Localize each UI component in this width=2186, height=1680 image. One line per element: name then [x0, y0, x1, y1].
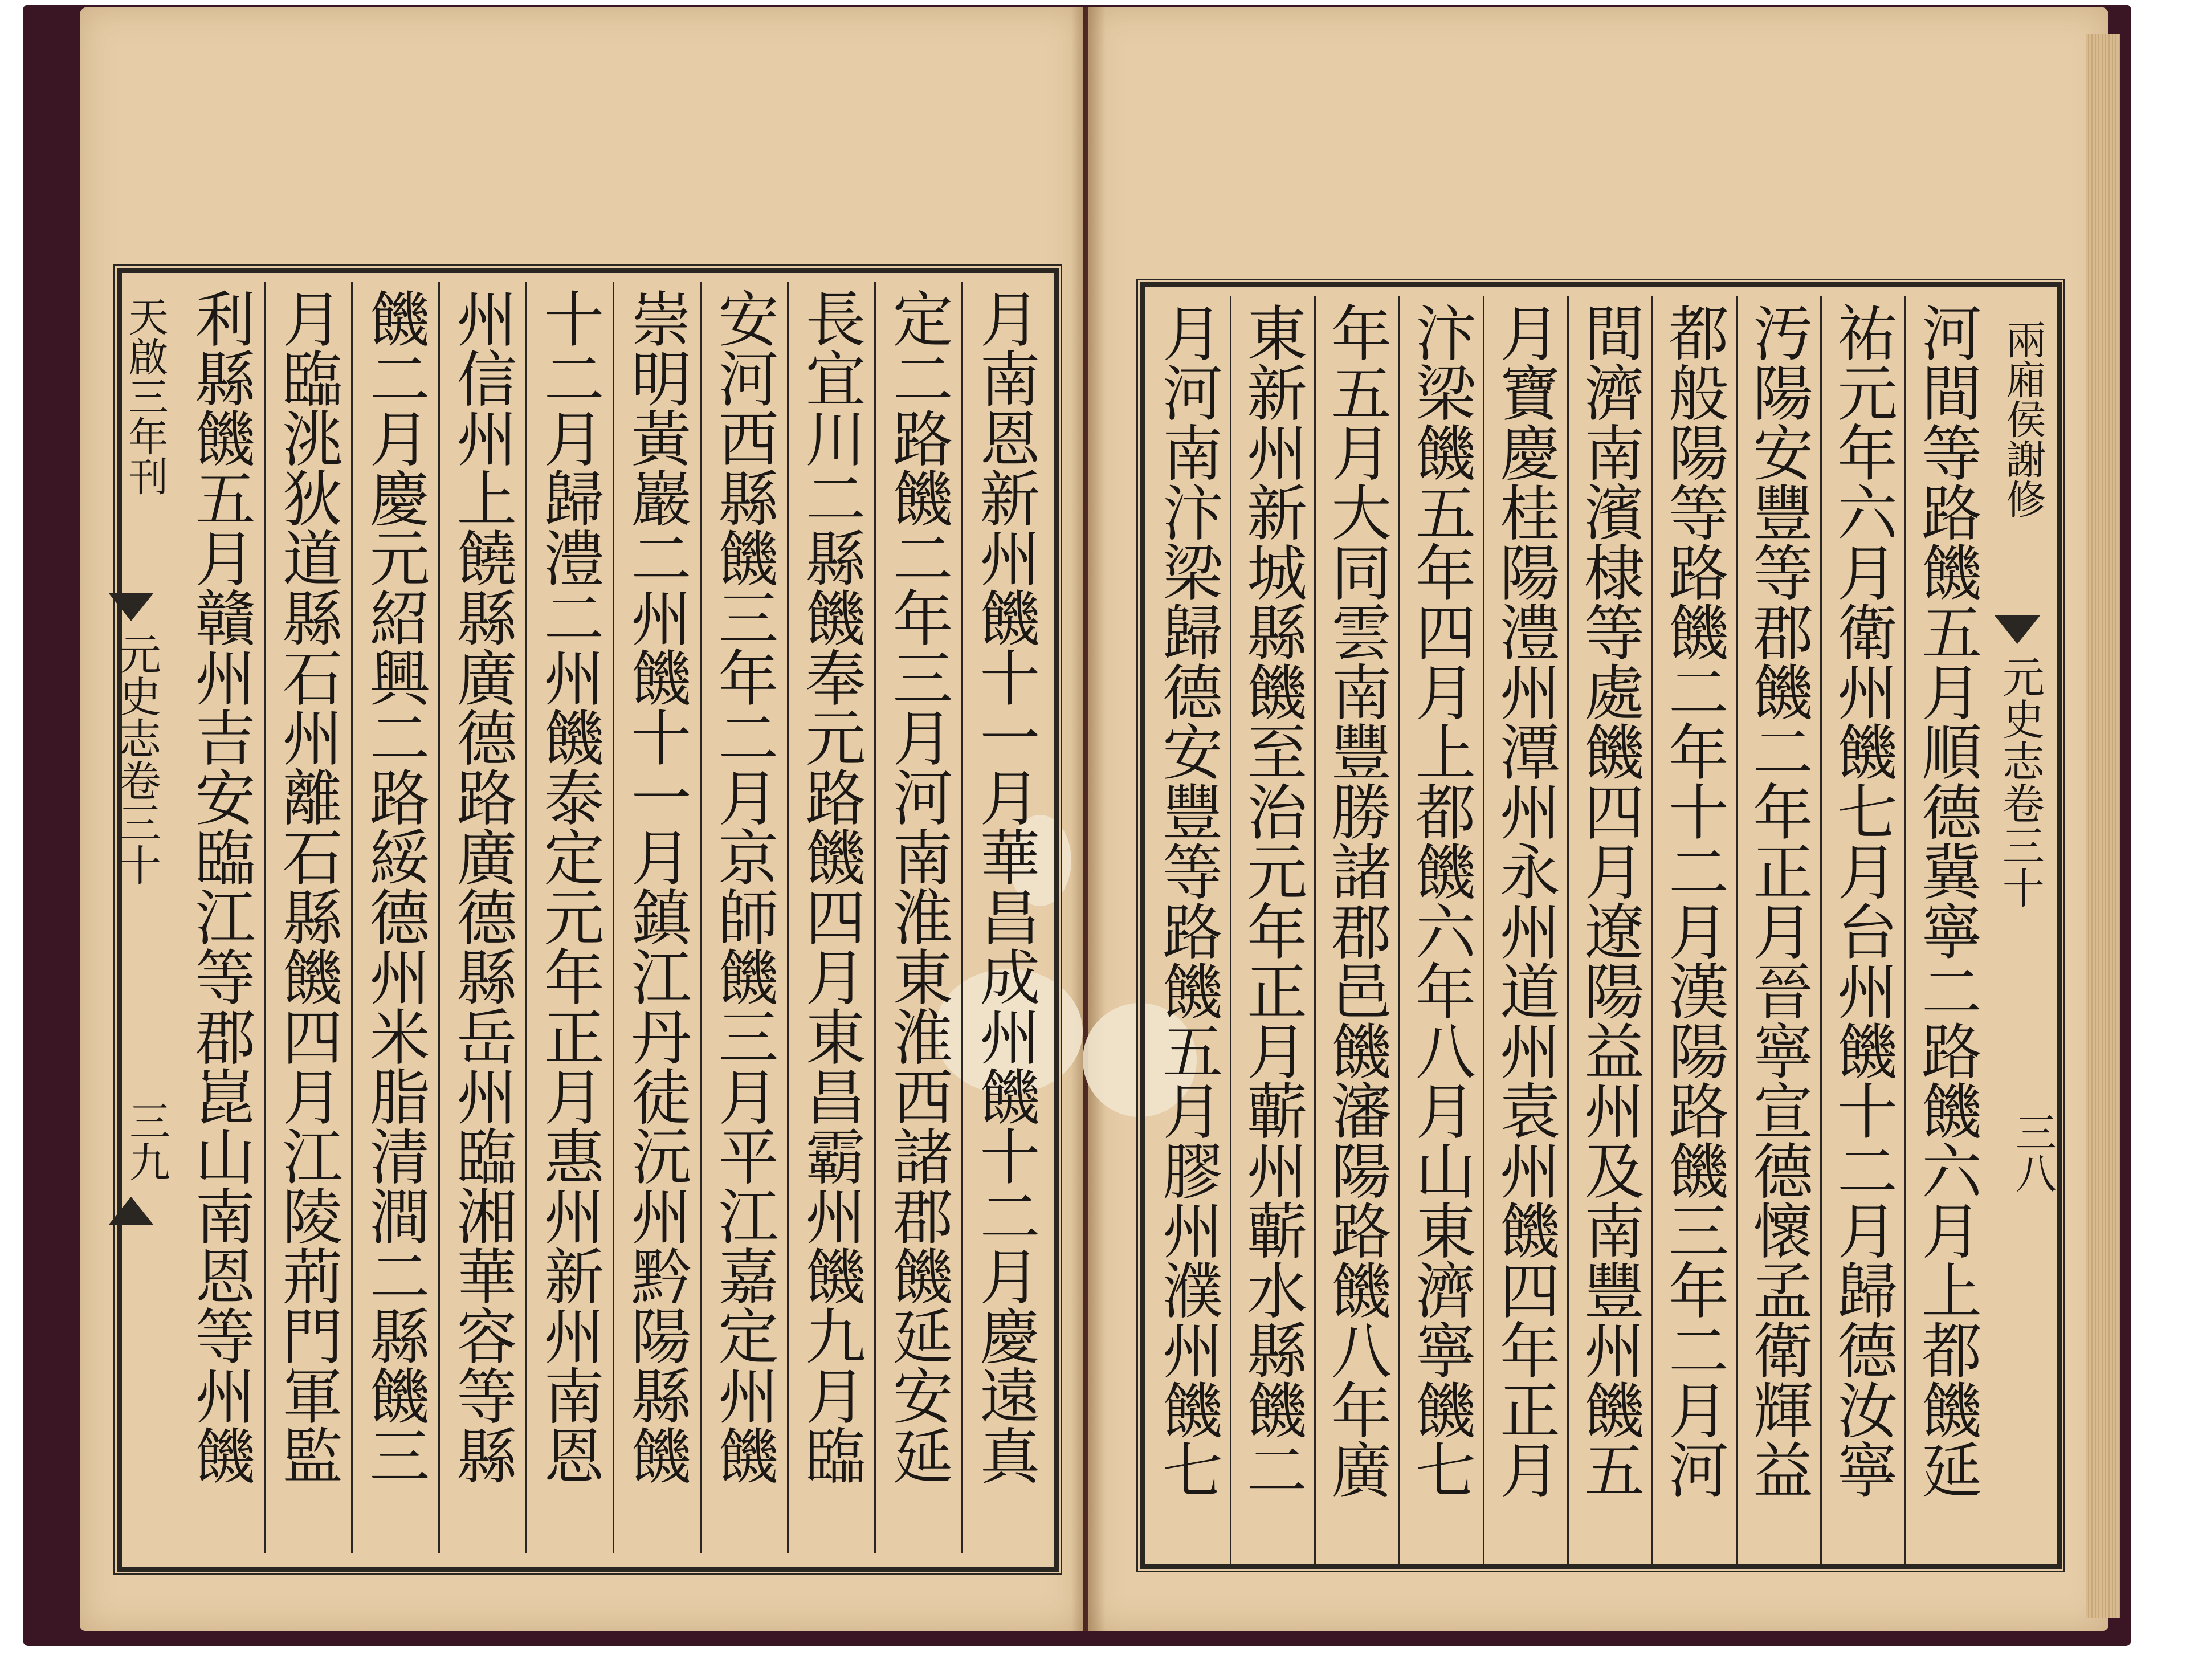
left-column-rule — [264, 282, 266, 1553]
left-column-rule — [700, 282, 702, 1553]
book-gutter — [1071, 7, 1106, 1631]
fishtail-mark — [108, 593, 154, 621]
left-text-column: 饑二月慶元紹興二路綏德州米脂清澗二縣饑三 — [360, 288, 430, 1485]
right-margin-label: 元史志卷三十 — [1996, 655, 2045, 908]
left-margin-title: 天啟三年刊 — [122, 296, 169, 496]
left-text-column: 安河西縣饑三年二月京師饑三月平江嘉定州饑 — [708, 288, 779, 1485]
right-text-column: 河間等路饑五月順德冀寧二路饑六月上都饑延 — [1912, 302, 1982, 1499]
left-column-rule — [351, 282, 353, 1553]
page-edges — [2086, 34, 2120, 1618]
left-column-rule — [525, 282, 527, 1553]
right-column-rule — [1483, 296, 1484, 1567]
right-text-column: 祐元年六月衛州饑七月台州饑十二月歸德汝寧 — [1828, 302, 1898, 1499]
left-folio: 三九 — [123, 1100, 170, 1182]
left-column-rule — [438, 282, 440, 1553]
right-text-column: 年五月大同雲南豐勝諸郡邑饑瀋陽路饑八年廣 — [1322, 302, 1392, 1499]
right-column-rule — [1567, 296, 1569, 1567]
right-text-column: 月寶慶桂陽澧州潭州永州道州袁州饑四年正月 — [1490, 302, 1560, 1499]
right-text-column: 東新州新城縣饑至治元年正月蘄州蘄水縣饑二 — [1237, 302, 1307, 1499]
right-column-rule — [1230, 296, 1231, 1567]
right-text-column: 汚陽安豐等郡饑二年正月晉寧宣德懷孟衛輝益 — [1743, 302, 1813, 1499]
right-column-rule — [1314, 296, 1316, 1567]
right-text-column: 間濟南濱棣等處饑四月遼陽益州及南豐州饑五 — [1575, 302, 1645, 1499]
left-column-rule — [874, 282, 876, 1553]
right-column-rule — [1398, 296, 1400, 1567]
right-column-rule — [1736, 296, 1738, 1567]
fishtail-mark — [1995, 615, 2040, 644]
left-column-rule — [613, 282, 614, 1553]
left-text-column: 定二路饑二年三月河南淮東淮西諸郡饑延安延 — [883, 288, 953, 1485]
right-folio: 三八 — [2009, 1111, 2057, 1193]
left-text-column: 月南恩新州饑十一月華昌成州饑十二月慶遠真 — [970, 288, 1041, 1485]
right-text-column: 都般陽等路饑二年十二月漢陽路饑三年二月河 — [1659, 302, 1729, 1499]
right-column-rule — [1904, 296, 1906, 1567]
left-text-column: 崇明黃巖二州饑十一月鎮江丹徒沅州黔陽縣饑 — [621, 288, 692, 1485]
left-column-rule — [787, 282, 789, 1553]
left-text-column: 月臨洮狄道縣石州離石縣饑四月江陵荊門軍監 — [272, 288, 343, 1485]
left-text-column: 十二月歸澧二州饑泰定元年正月惠州新州南恩 — [534, 288, 605, 1485]
left-column-rule — [961, 282, 963, 1553]
right-text-column: 月河南汴梁歸德安豐等路饑五月膠州濮州饑七 — [1153, 302, 1223, 1499]
left-text-column: 利縣饑五月贛州吉安臨江等郡崑山南恩等州饑 — [185, 288, 256, 1485]
fishtail-mark — [108, 1197, 154, 1225]
right-text-column: 汴梁饑五年四月上都饑六年八月山東濟寧饑七 — [1406, 302, 1476, 1499]
right-margin-title: 兩廂侯謝修 — [2000, 319, 2046, 519]
left-text-column: 長宜川二縣饑奉元路饑四月東昌霸州饑九月臨 — [796, 288, 866, 1485]
left-margin-label: 元史志卷三十 — [112, 633, 161, 886]
left-text-column: 州信州上饒縣廣德路廣德縣岳州臨湘華容等縣 — [447, 288, 517, 1485]
right-column-rule — [1820, 296, 1822, 1567]
right-column-rule — [1651, 296, 1653, 1567]
